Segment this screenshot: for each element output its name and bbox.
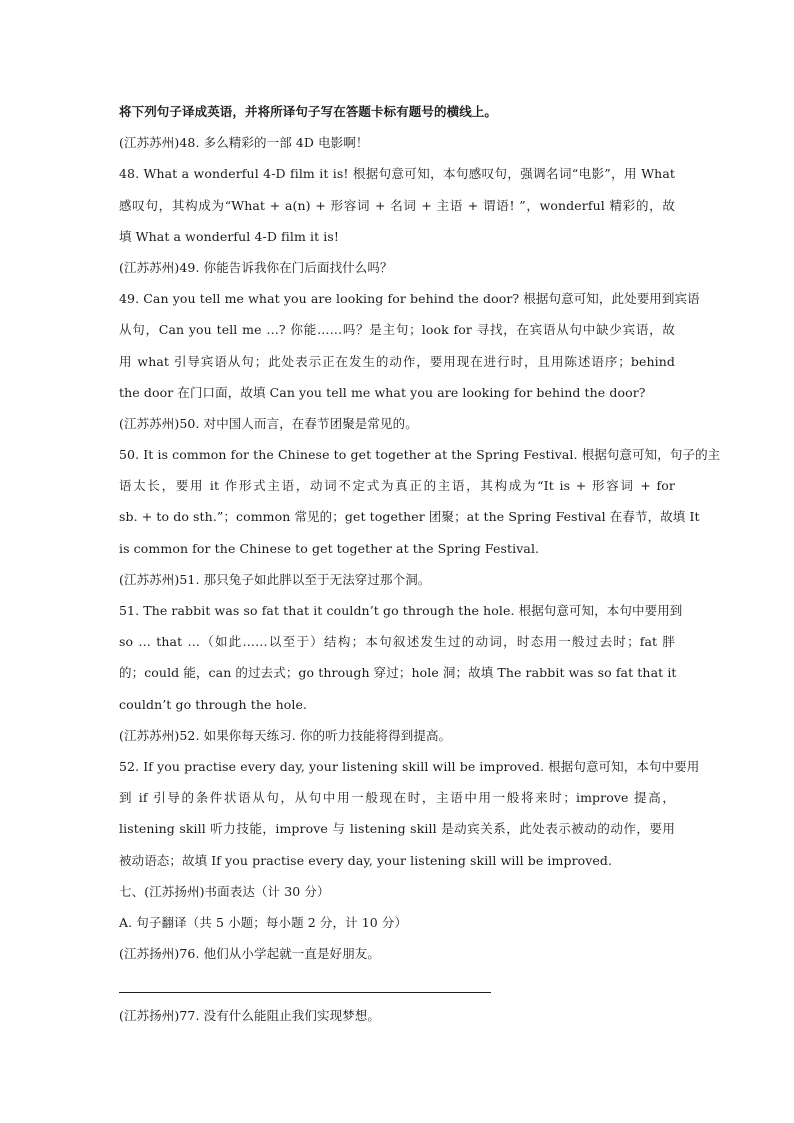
answer-52-line: 52. If you practise every day, your listening skill will be improved. 根据句意可知，本句中要用 — [119, 758, 700, 774]
question-49-prompt: (江苏苏州)49. 你能告诉我你在门后面找什么吗？ — [119, 259, 393, 275]
answer-49-line: the door 在门口面，故填 Can you tell me what you are looking for behind the door? — [119, 384, 646, 400]
answer-51-line: 51. The rabbit was so fat that it couldn’t go through the hole. 根据句意可知，本句中要用到 — [119, 603, 683, 618]
answer-50-line: 50. It is common for the Chinese to get together at the Spring Festival. 根据句意可知，句子的主 — [119, 447, 721, 463]
answer-50-line: sb. + to do sth.”；common 常见的；get together 团聚；at the Spring Festival 在春节，故填 It — [119, 509, 700, 525]
answer-49-line: 49. Can you tell me what you are looking for behind the door? 根据句意可知，此处要用到宾语 — [119, 291, 700, 307]
answer-50-line: 语太长，要用 it 作形式主语，动词不定式为真正的主语，其构成为“It is + 形容词 + for — [119, 478, 675, 494]
question-52-prompt: (江苏苏州)52. 如果你每天练习. 你的听力技能将得到提高。 — [119, 727, 452, 743]
instruction-text: 将下列句子译成英语，并将所译句子写在答题卡标有题号的横线上。 — [119, 104, 498, 119]
section-subheading: A. 句子翻译（共 5 小题；每小题 2 分，计 10 分） — [119, 914, 408, 930]
answer-50-line: is common for the Chinese to get together at the Spring Festival. — [119, 540, 540, 556]
answer-48-line: 48. What a wonderful 4-D film it is! 根据句意可知，本句感叹句，强调名词“电影”，用 What — [119, 166, 675, 182]
answer-76-blank-space — [119, 969, 675, 1000]
answer-51-line: couldn’t go through the hole. — [119, 696, 308, 712]
question-50-prompt: (江苏苏州)50. 对中国人而言，在春节团聚是常见的。 — [119, 415, 418, 431]
answer-52-line: 到 if 引导的条件状语从句，从句中用一般现在时，主语中用一般将来时；improve 提高， — [119, 790, 675, 806]
question-76-prompt: (江苏扬州)76. 他们从小学起就一直是好朋友。 — [119, 946, 381, 962]
answer-49-line: 用 what 引导宾语从句；此处表示正在发生的动作，要用现在进行时，且用陈述语序；behind — [119, 353, 675, 369]
answer-48-line: 感叹句，其构成为“What + a(n) + 形容词 + 名词 + 主语 + 谓语! ”，wonderful 精彩的，故 — [119, 197, 675, 213]
answer-48-line: 填 What a wonderful 4-D film it is! — [119, 228, 339, 244]
question-48-prompt: (江苏苏州)48. 多么精彩的一部 4D 电影啊！ — [119, 135, 369, 151]
document-page — [119, 96, 721, 1032]
answer-76-blank-line[interactable] — [119, 992, 491, 993]
section-heading: 七、(江苏扬州)书面表达（计 30 分） — [119, 883, 330, 899]
question-77-prompt: (江苏扬州)77. 没有什么能阻止我们实现梦想。 — [119, 1008, 381, 1024]
answer-49-line: 从句，Can you tell me …? 你能……吗？是主句；look for 寻找，在宾语从句中缺少宾语，故 — [119, 322, 675, 338]
answer-52-line: listening skill 听力技能，improve 与 listening skill 是动宾关系，此处表示被动的动作，要用 — [119, 821, 675, 837]
answer-52-line: 被动语态；故填 If you practise every day, your listening skill will be improved. — [119, 852, 613, 868]
question-51-prompt: (江苏苏州)51. 那只兔子如此胖以至于无法穿过那个洞。 — [119, 571, 431, 587]
answer-51-line: so … that …（如此……以至于）结构；本句叙述发生过的动词，时态用一般过去时；fat 胖 — [119, 634, 675, 650]
answer-51-line: 的；could 能，can 的过去式；go through 穿过；hole 洞；故填 The rabbit was so fat that it — [119, 665, 677, 681]
